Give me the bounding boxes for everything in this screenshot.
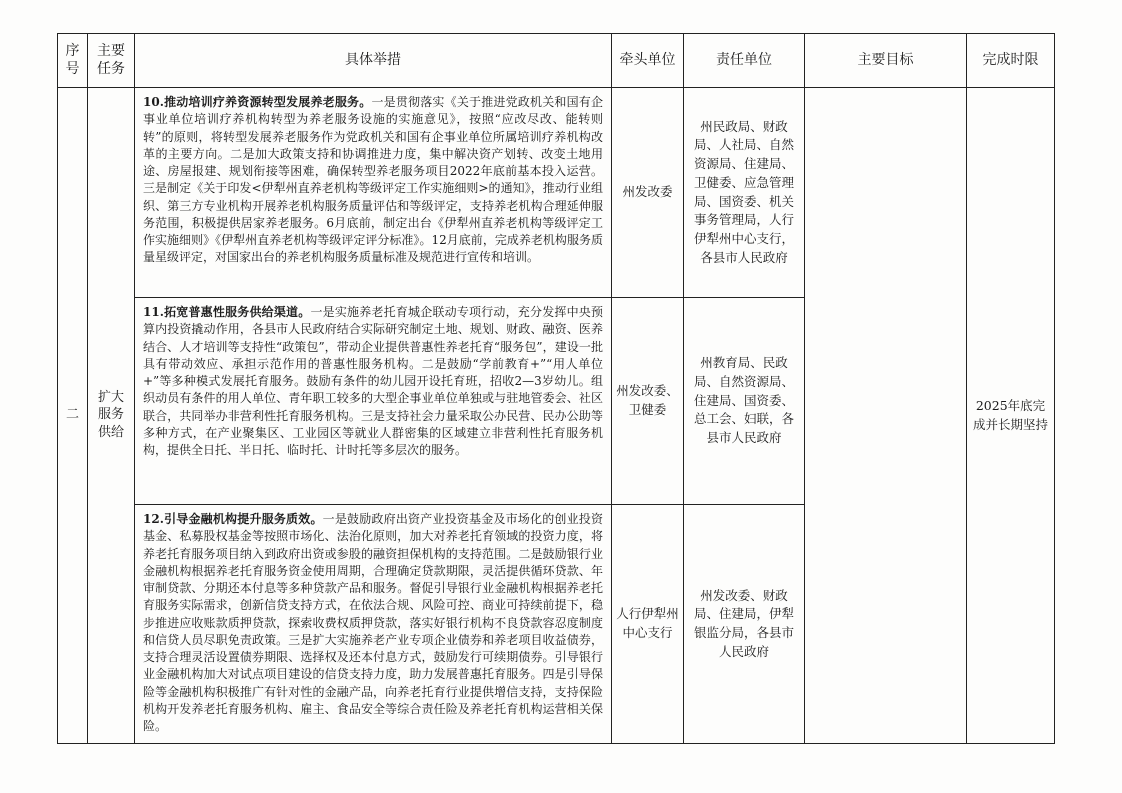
header-row: [58, 34, 1055, 88]
measure-body: 一是鼓励政府出资产业投资基金及市场化的创业投资基金、私募股权基金等按照市场化、法治化原则，加大对养老托育领域的投资力度，将养老托育服务项目纳入到政府出资或参股的融资担保机构的支持范围。二是鼓励银行业金融机构根据养老托育服务资金使用周期，合理确定贷款期限，灵活提供循环贷款、年审制贷款、分期还本付息等多种贷款产品和服务。督促引导银行业金融机构根据养老托育服务实际需求，创新信贷支持方式，在依法合规、风险可控、商业可持续前提下，稳步推进应收账款质押贷款，探索收费权质押贷款，落实好银行机构不良贷款容忍度制度和信贷人员尽职免责政策。三是扩大实施养老产业专项企业债券和养老项目收益债券，支持合理灵活设置债券期限、选择权及还本付息方式，鼓励发行可续期债券。引导银行业金融机构加大对试点项目建设的信贷支持力度，助力发展普惠托育服务。四是引导保险等金融机构积极推广有针对性的金融产品，向养老托育行业提供增信支持，支持保险机构开发养老托育服务机构、雇主、食品安全等综合责任险及养老托育机构运营相关保险。: [143, 512, 603, 734]
measure-cell: [135, 505, 612, 744]
responsible-unit-cell: 州民政局、财政局、人社局、自然资源局、住建局、卫健委、应急管理局、国资委、机关事务管理局，人行伊犁州中心支行，各县市人民政府: [684, 88, 805, 298]
header-lead-unit: 牵头单位: [612, 34, 684, 88]
table-row: [58, 88, 1055, 298]
header-seq: 序号: [58, 34, 88, 88]
group-seq: 二: [58, 88, 88, 744]
deadline-cell: 2025年底完成并长期坚持: [967, 88, 1055, 744]
measure-body: 一是贯彻落实《关于推进党政机关和国有企事业单位培训疗养机构转型为养老服务设施的实施意见》，按照“应改尽改、能转则转”的原则，将转型发展养老服务作为党政机关和国有企事业单位所属培训疗养机构改革的主要方向。二是加大政策支持和协调推进力度，集中解决资产划转、改变土地用途、房屋报建、规划衔接等困难，确保转型养老服务项目2022年底前基本投入运营。三是制定《关于印发<伊犁州直养老机构等级评定工作实施细则>的通知》，推动行业组织、第三方专业机构开展养老机构服务质量评估和等级评定，支持养老机构合理延伸服务范围，积极提供居家养老服务。6月底前，制定出台《伊犁州直养老机构等级评定工作实施细则》《伊犁州直养老机构等级评定评分标准》。12月底前，完成养老机构服务质量星级评定，对国家出台的养老机构服务质量标准及规范进行宣传和培训。: [143, 95, 603, 265]
measure-title: 11.拓宽普惠性服务供给渠道。: [143, 305, 311, 319]
measure-cell: [135, 88, 612, 298]
measure-title: 12.引导金融机构提升服务质效。: [143, 512, 323, 526]
measure-body: 一是实施养老托育城企联动专项行动，充分发挥中央预算内投资撬动作用，各县市人民政府结合实际研究制定土地、规划、财政、融资、医养结合、人才培训等支持性“政策包”，带动企业提供普惠性养老托育“服务包”，建设一批具有带动效应、承担示范作用的普惠性服务机构。二是鼓励“学前教育+”“用人单位+”等多种模式发展托育服务。鼓励有条件的幼儿园开设托育班，招收2—3岁幼儿。组织动员有条件的用人单位、青年职工较多的大型企事业单位单独或与驻地管委会、社区联合，共同举办非营利性托育服务机构。三是支持社会力量采取公办民营、民办公助等多种方式，在产业聚集区、工业园区等就业人群密集的区域建立非营利性托育服务机构，提供全日托、半日托、临时托、计时托等多层次的服务。: [143, 305, 603, 458]
group-task: 扩大服务供给: [88, 88, 135, 744]
responsible-unit-cell: 州发改委、财政局、住建局，伊犁银监分局，各县市人民政府: [684, 505, 805, 744]
goal-cell: [805, 88, 967, 744]
header-measure: 具体举措: [135, 34, 612, 88]
header-responsible-unit: 责任单位: [684, 34, 805, 88]
lead-unit-cell: 州发改委: [612, 88, 684, 298]
header-goal: 主要目标: [805, 34, 967, 88]
measure-cell: [135, 298, 612, 505]
header-deadline: 完成时限: [967, 34, 1055, 88]
measures-table: [57, 33, 1055, 744]
lead-unit-cell: 人行伊犁州中心支行: [612, 505, 684, 744]
header-task: 主要任务: [88, 34, 135, 88]
measure-title: 10.推动培训疗养资源转型发展养老服务。: [143, 95, 372, 109]
lead-unit-cell: 州发改委、卫健委: [612, 298, 684, 505]
responsible-unit-cell: 州教育局、民政局、自然资源局、住建局、国资委、总工会、妇联，各县市人民政府: [684, 298, 805, 505]
